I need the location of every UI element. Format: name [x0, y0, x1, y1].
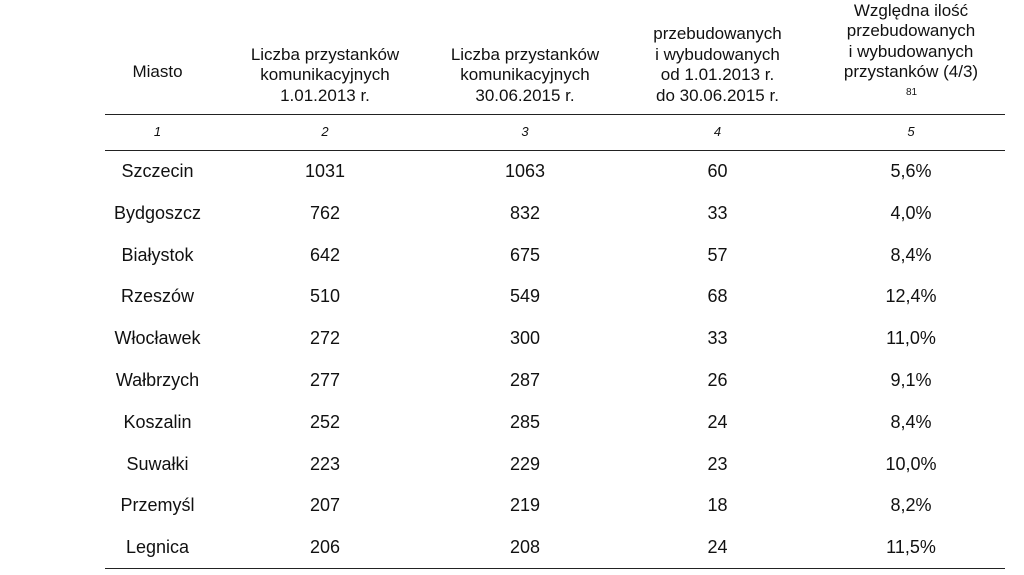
city-cell: Szczecin [121, 161, 194, 181]
header-line: Liczba przystanków [450, 44, 600, 64]
stops-2015-cell: 229 [509, 453, 541, 474]
rebuilt-cell: 26 [707, 369, 728, 390]
footnote-marker: 81 [905, 86, 918, 98]
city-cell: Białystok [121, 244, 194, 265]
table-row [105, 193, 1005, 235]
share-cell: 9,1% [890, 369, 932, 390]
stops-2013-cell: 206 [309, 537, 341, 558]
header-line: i wybudowanych [655, 44, 780, 64]
rebuilt-cell: 33 [707, 202, 728, 223]
column-number: 1 [153, 124, 162, 139]
share-cell: 12,4% [885, 286, 937, 307]
table-row [105, 235, 1005, 277]
table-body [105, 151, 1005, 569]
header-line: i wybudowanych [848, 41, 974, 61]
header-line: komunikacyjnych [260, 65, 390, 84]
rebuilt-cell: 33 [707, 328, 728, 349]
share-cell: 11,5% [886, 537, 936, 558]
header-line: Miasto [132, 61, 183, 81]
stops-2015-cell: 219 [509, 495, 541, 516]
header-city [105, 0, 210, 114]
table-row [105, 402, 1005, 444]
rebuilt-cell: 57 [707, 244, 728, 265]
share-cell: 10,0% [885, 453, 937, 474]
city-cell: Suwałki [126, 453, 189, 474]
stops-2015-cell: 208 [509, 537, 541, 558]
table-row [105, 485, 1005, 527]
share-cell: 8,4% [890, 244, 932, 265]
city-cell: Wałbrzych [115, 369, 200, 390]
stops-2015-cell: 549 [509, 286, 541, 307]
header-stops-2013 [230, 0, 420, 114]
stops-2015-cell: 1063 [504, 161, 546, 181]
column-numbers-row [105, 114, 1005, 150]
header-line: do 30.06.2015 r. [656, 85, 779, 105]
city-cell: Rzeszów [120, 286, 195, 307]
column-number: 5 [907, 124, 915, 139]
header-line-with-footnote [817, 62, 1005, 106]
stops-2013-cell: 642 [309, 244, 341, 265]
table-row [105, 318, 1005, 360]
city-cell: Włocławek [114, 328, 201, 349]
stops-2013-cell: 223 [309, 453, 341, 474]
stops-2013-cell: 277 [309, 369, 341, 390]
rebuilt-cell: 24 [707, 537, 728, 558]
stops-2015-cell: 675 [509, 244, 541, 265]
stops-2013-cell: 272 [309, 328, 341, 349]
city-cell: Koszalin [123, 411, 192, 432]
table-row [105, 360, 1005, 402]
city-cell: Przemyśl [120, 495, 195, 516]
column-number: 4 [713, 124, 722, 139]
stops-2015-cell: 832 [509, 202, 541, 223]
share-cell: 11,0% [886, 328, 936, 349]
column-number: 2 [321, 124, 329, 139]
header-rebuilt-stops [620, 0, 815, 114]
stops-2013-cell: 510 [309, 286, 341, 307]
stops-2013-cell: 207 [309, 495, 341, 516]
rebuilt-cell: 68 [707, 286, 728, 307]
header-line: Względna ilość [853, 0, 969, 20]
header-line: od 1.01.2013 r. [660, 65, 775, 84]
table-row [105, 151, 1005, 193]
stops-2015-cell: 287 [509, 369, 541, 390]
city-cell: Bydgoszcz [113, 202, 202, 223]
header-line: Liczba przystanków [250, 44, 400, 64]
share-cell: 8,2% [890, 495, 932, 516]
rebuilt-cell: 18 [707, 495, 728, 516]
table-bottom-rule [105, 568, 1005, 569]
header-line: komunikacyjnych [460, 65, 590, 84]
share-cell: 4,0% [890, 202, 932, 223]
share-cell: 8,4% [890, 411, 932, 432]
stops-2013-cell: 1031 [304, 161, 346, 181]
stops-table [105, 0, 1005, 575]
stops-2013-cell: 762 [309, 202, 341, 223]
stops-2015-cell: 300 [509, 328, 541, 349]
header-relative-share [817, 0, 1005, 114]
header-line: 1.01.2013 r. [280, 85, 370, 105]
share-cell: 5,6% [890, 161, 932, 181]
header-line-text: przystanków (4/3) [843, 62, 979, 81]
header-line: przebudowanych [846, 21, 976, 40]
city-cell: Legnica [125, 537, 190, 558]
column-number: 3 [521, 124, 529, 139]
table-row [105, 444, 1005, 486]
header-line: przebudowanych [653, 24, 782, 43]
rebuilt-cell: 23 [707, 453, 728, 474]
header-line: 30.06.2015 r. [475, 85, 575, 105]
stops-2013-cell: 252 [309, 411, 341, 432]
table-row [105, 527, 1005, 569]
rebuilt-cell: 60 [707, 161, 728, 181]
stops-2015-cell: 285 [509, 411, 541, 432]
header-stops-2015 [430, 0, 620, 114]
rebuilt-cell: 24 [707, 411, 728, 432]
table-row [105, 276, 1005, 318]
